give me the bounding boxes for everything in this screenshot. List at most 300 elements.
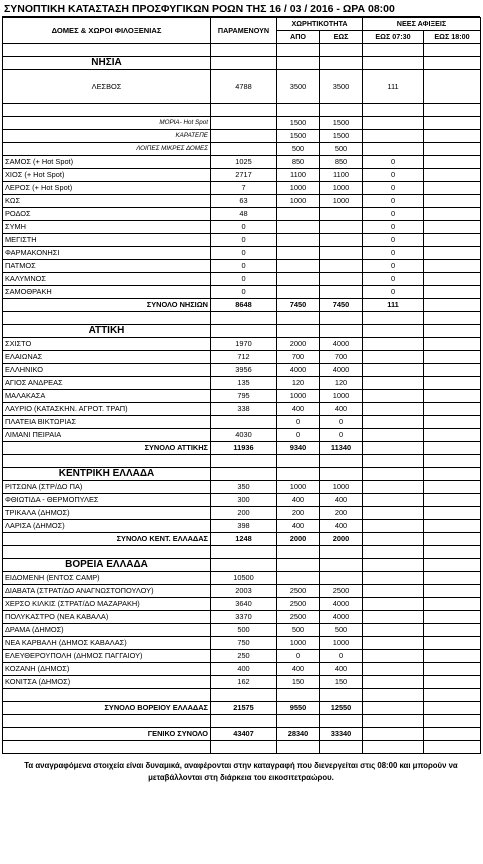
capacity-from-cell [277,234,320,247]
empty-cell [211,546,277,559]
capacity-from-cell: 4000 [277,364,320,377]
capacity-from-cell: 0 [277,650,320,663]
capacity-from-cell: 200 [277,507,320,520]
empty-cell [363,689,424,702]
capacity-to-cell: 400 [320,663,363,676]
empty-cell [424,57,481,70]
table-row [3,416,481,429]
location-cell: ΛΕΡΟΣ (+ Hot Spot) [3,182,211,195]
empty-cell [3,741,211,754]
capacity-from-cell: 9550 [277,702,320,715]
arrivals-0730-cell [363,429,424,442]
location-cell: ΧΙΟΣ (+ Hot Spot) [3,169,211,182]
remaining-cell: 338 [211,403,277,416]
refugee-flows-sheet [2,2,480,784]
remaining-cell: 0 [211,273,277,286]
remaining-cell: 21575 [211,702,277,715]
capacity-to-cell [320,260,363,273]
empty-cell [424,325,481,338]
location-cell: ΣΥΝΟΛΟ ΒΟΡΕΙΟΥ ΕΛΛΑΔΑΣ [3,702,211,715]
capacity-to-cell: 2000 [320,533,363,546]
remaining-cell: 2717 [211,169,277,182]
empty-cell [277,741,320,754]
arrivals-1800-cell [424,169,481,182]
capacity-from-cell: 1000 [277,390,320,403]
capacity-to-cell: 1000 [320,195,363,208]
arrivals-1800-cell [424,520,481,533]
arrivals-1800-cell [424,533,481,546]
location-cell: ΠΑΤΜΟΣ [3,260,211,273]
header-capacity-from: ΑΠΟ [277,31,320,44]
remaining-cell: 0 [211,286,277,299]
capacity-from-cell: 2000 [277,533,320,546]
empty-cell [363,455,424,468]
empty-cell [277,689,320,702]
empty-cell [320,44,363,57]
footnote: Τα αναγραφόμενα στοιχεία είναι δυναμικά, αναφέρονται στην καταγραφή που διενεργείται στις 08:00 και μπορούν να μεταβάλλονται στη διάρκεια του εικοσιτετραώρου. [24,761,458,782]
arrivals-0730-cell [363,403,424,416]
capacity-from-cell [277,260,320,273]
location-cell: ΚΑΛΥΜΝΟΣ [3,273,211,286]
remaining-cell [211,130,277,143]
location-cell: ΛΟΙΠΕΣ ΜΙΚΡΕΣ ΔΟΜΕΣ [3,143,211,156]
empty-cell [211,44,277,57]
table-row [3,598,481,611]
arrivals-1800-cell [424,117,481,130]
empty-cell [3,312,211,325]
table-row [3,169,481,182]
arrivals-0730-cell [363,728,424,741]
empty-cell [277,468,320,481]
blank-row [3,546,481,559]
location-cell: ΛΑΥΡΙΟ (ΚΑΤΑΣΚΗΝ. ΑΓΡΟΤ. ΤΡΑΠ) [3,403,211,416]
section-row [3,57,481,70]
remaining-cell: 750 [211,637,277,650]
remaining-cell: 1025 [211,156,277,169]
capacity-from-cell: 400 [277,520,320,533]
arrivals-1800-cell [424,728,481,741]
empty-cell [320,689,363,702]
capacity-from-cell: 7450 [277,299,320,312]
arrivals-0730-cell [363,663,424,676]
header-new-arrivals: ΝΕΕΣ ΑΦΙΞΕΙΣ [363,18,481,31]
location-cell: ΠΛΑΤΕΙΑ ΒΙΚΤΩΡΙΑΣ [3,416,211,429]
arrivals-1800-cell [424,143,481,156]
capacity-from-cell: 500 [277,624,320,637]
capacity-to-cell: 850 [320,156,363,169]
arrivals-0730-cell: 0 [363,195,424,208]
arrivals-0730-cell: 0 [363,260,424,273]
header-arrivals-1800: ΕΩΣ 18:00 [424,31,481,44]
table-row [3,273,481,286]
arrivals-0730-cell [363,442,424,455]
empty-cell [277,559,320,572]
arrivals-0730-cell [363,351,424,364]
table-row [3,338,481,351]
arrivals-1800-cell [424,221,481,234]
remaining-cell: 0 [211,221,277,234]
location-cell: ΚΟΖΑΝΗ (ΔΗΜΟΣ) [3,663,211,676]
total-row [3,702,481,715]
header-capacity-to: ΕΩΣ [320,31,363,44]
remaining-cell [211,143,277,156]
capacity-from-cell: 2500 [277,611,320,624]
arrivals-0730-cell [363,520,424,533]
remaining-cell: 300 [211,494,277,507]
header-remaining: ΠΑΡΑΜΕΝΟΥΝ [211,18,277,44]
empty-cell [277,312,320,325]
location-cell: ΛΙΜΑΝΙ ΠΕΙΡΑΙΑ [3,429,211,442]
remaining-cell: 2003 [211,585,277,598]
empty-cell [320,559,363,572]
capacity-from-cell: 1000 [277,637,320,650]
arrivals-0730-cell: 0 [363,286,424,299]
location-cell: ΣΥΝΟΛΟ ΚΕΝΤ. ΕΛΛΑΔΑΣ [3,533,211,546]
blank-row [3,715,481,728]
capacity-to-cell: 12550 [320,702,363,715]
capacity-from-cell: 1500 [277,130,320,143]
header-arrivals-0730: ΕΩΣ 07:30 [363,31,424,44]
total-row [3,442,481,455]
capacity-to-cell [320,221,363,234]
location-cell: ΡΙΤΣΩΝΑ (ΣΤΡ/ΔΟ ΠΑ) [3,481,211,494]
location-cell: ΕΛΕΥΘΕΡΟΥΠΟΛΗ (ΔΗΜΟΣ ΠΑΓΓΑΙΟΥ) [3,650,211,663]
arrivals-1800-cell [424,286,481,299]
empty-cell [424,715,481,728]
empty-cell [363,559,424,572]
blank-row [3,312,481,325]
capacity-from-cell [277,208,320,221]
capacity-to-cell: 500 [320,624,363,637]
empty-cell [211,104,277,117]
location-cell: ΣΥΝΟΛΟ ΝΗΣΙΩΝ [3,299,211,312]
empty-cell [211,312,277,325]
remaining-cell: 63 [211,195,277,208]
location-cell: ΡΟΔΟΣ [3,208,211,221]
capacity-to-cell [320,572,363,585]
empty-cell [3,104,211,117]
capacity-to-cell: 4000 [320,364,363,377]
arrivals-0730-cell [363,416,424,429]
capacity-to-cell: 1500 [320,117,363,130]
capacity-to-cell: 400 [320,494,363,507]
location-cell: ΛΑΡΙΣΑ (ΔΗΜΟΣ) [3,520,211,533]
arrivals-0730-cell [363,364,424,377]
location-cell: ΑΓΙΟΣ ΑΝΔΡΕΑΣ [3,377,211,390]
section-label: ΑΤΤΙΚΗ [3,325,211,338]
empty-cell [363,104,424,117]
capacity-from-cell [277,572,320,585]
capacity-from-cell [277,286,320,299]
table-row [3,156,481,169]
location-cell: ΣΧΙΣΤΟ [3,338,211,351]
arrivals-0730-cell [363,507,424,520]
arrivals-1800-cell [424,364,481,377]
arrivals-1800-cell [424,156,481,169]
arrivals-1800-cell [424,182,481,195]
empty-cell [3,455,211,468]
section-row [3,468,481,481]
capacity-to-cell: 4000 [320,611,363,624]
arrivals-0730-cell [363,572,424,585]
empty-cell [363,57,424,70]
section-label: ΒΟΡΕΙΑ ΕΛΛΑΔΑ [3,559,211,572]
empty-cell [363,325,424,338]
arrivals-0730-cell: 0 [363,169,424,182]
arrivals-1800-cell [424,130,481,143]
empty-cell [320,546,363,559]
remaining-cell: 250 [211,650,277,663]
capacity-to-cell: 1100 [320,169,363,182]
arrivals-0730-cell [363,598,424,611]
empty-cell [424,689,481,702]
arrivals-0730-cell [363,650,424,663]
empty-cell [277,44,320,57]
table-row [3,650,481,663]
total-row [3,728,481,741]
empty-cell [424,312,481,325]
arrivals-0730-cell [363,338,424,351]
capacity-to-cell [320,247,363,260]
capacity-to-cell: 400 [320,520,363,533]
capacity-to-cell [320,234,363,247]
remaining-cell: 162 [211,676,277,689]
blank-row [3,455,481,468]
empty-cell [363,312,424,325]
header-structures: ΔΟΜΕΣ & ΧΩΡΟΙ ΦΙΛΟΞΕΝΙΑΣ [3,18,211,44]
arrivals-0730-cell: 0 [363,234,424,247]
remaining-cell: 712 [211,351,277,364]
table-row [3,507,481,520]
arrivals-1800-cell [424,572,481,585]
document-title: ΣΥΝΟΠΤΙΚΗ ΚΑΤΑΣΤΑΣΗ ΠΡΟΣΦΥΓΙΚΩΝ ΡΟΩΝ ΤΗΣ 16 / 03 / 2016 - ΩΡΑ 08:00 [2,2,480,17]
arrivals-1800-cell [424,416,481,429]
arrivals-1800-cell [424,338,481,351]
capacity-to-cell: 3500 [320,70,363,104]
capacity-to-cell: 0 [320,416,363,429]
section-label: ΝΗΣΙΑ [3,57,211,70]
table-row [3,247,481,260]
remaining-cell: 0 [211,260,277,273]
capacity-to-cell [320,208,363,221]
arrivals-1800-cell [424,702,481,715]
table-row [3,195,481,208]
capacity-to-cell [320,286,363,299]
capacity-from-cell: 3500 [277,70,320,104]
table-row [3,182,481,195]
remaining-cell [211,416,277,429]
arrivals-0730-cell: 0 [363,208,424,221]
location-cell: ΝΕΑ ΚΑΡΒΑΛΗ (ΔΗΜΟΣ ΚΑΒΑΛΑΣ) [3,637,211,650]
table-row [3,70,481,104]
empty-cell [424,741,481,754]
location-cell: ΔΡΑΜΑ (ΔΗΜΟΣ) [3,624,211,637]
table-row [3,351,481,364]
remaining-cell: 0 [211,234,277,247]
empty-cell [320,468,363,481]
capacity-from-cell [277,273,320,286]
arrivals-1800-cell [424,676,481,689]
location-cell: ΦΘΙΩΤΙΔΑ - ΘΕΡΜΟΠΥΛΕΣ [3,494,211,507]
table-row [3,494,481,507]
arrivals-0730-cell [363,585,424,598]
empty-cell [424,44,481,57]
table-row [3,611,481,624]
table-row [3,364,481,377]
empty-cell [363,546,424,559]
arrivals-0730-cell [363,377,424,390]
header-capacity: ΧΩΡΗΤΙΚΟΤΗΤΑ [277,18,363,31]
table-row [3,208,481,221]
empty-cell [3,44,211,57]
arrivals-1800-cell [424,260,481,273]
empty-cell [424,104,481,117]
location-cell: ΔΙΑΒΑΤΑ (ΣΤΡΑΤ/ΔΟ ΑΝΑΓΝΩΣΤΟΠΟΥΛΟΥ) [3,585,211,598]
capacity-from-cell: 700 [277,351,320,364]
capacity-from-cell: 500 [277,143,320,156]
blank-row [3,689,481,702]
table-row [3,481,481,494]
arrivals-0730-cell [363,624,424,637]
location-cell: ΤΡΙΚΑΛΑ (ΔΗΜΟΣ) [3,507,211,520]
arrivals-1800-cell [424,247,481,260]
remaining-cell: 795 [211,390,277,403]
capacity-from-cell: 1000 [277,182,320,195]
empty-cell [424,546,481,559]
empty-cell [320,741,363,754]
arrivals-1800-cell [424,299,481,312]
arrivals-0730-cell: 111 [363,70,424,104]
location-cell: ΚΑΡΑΤΕΠΕ [3,130,211,143]
capacity-to-cell: 120 [320,377,363,390]
capacity-from-cell: 850 [277,156,320,169]
arrivals-1800-cell [424,481,481,494]
remaining-cell: 1970 [211,338,277,351]
empty-cell [3,715,211,728]
table-row [3,221,481,234]
empty-cell [277,715,320,728]
table-row [3,377,481,390]
capacity-to-cell: 4000 [320,338,363,351]
arrivals-1800-cell [424,611,481,624]
table-row [3,429,481,442]
remaining-cell: 1248 [211,533,277,546]
arrivals-0730-cell [363,702,424,715]
remaining-cell: 7 [211,182,277,195]
arrivals-0730-cell [363,481,424,494]
blank-row [3,44,481,57]
capacity-from-cell: 1500 [277,117,320,130]
table-row [3,663,481,676]
location-cell: ΣΥΝΟΛΟ ΑΤΤΙΚΗΣ [3,442,211,455]
empty-cell [211,57,277,70]
capacity-to-cell: 700 [320,351,363,364]
arrivals-1800-cell [424,442,481,455]
remaining-cell: 43407 [211,728,277,741]
table-row [3,234,481,247]
arrivals-1800-cell [424,663,481,676]
arrivals-1800-cell [424,494,481,507]
empty-cell [211,689,277,702]
empty-cell [3,546,211,559]
empty-cell [363,44,424,57]
arrivals-0730-cell: 0 [363,182,424,195]
arrivals-0730-cell [363,533,424,546]
empty-cell [320,104,363,117]
capacity-to-cell: 150 [320,676,363,689]
capacity-to-cell: 4000 [320,598,363,611]
arrivals-0730-cell: 0 [363,247,424,260]
total-row [3,533,481,546]
remaining-cell: 10500 [211,572,277,585]
location-cell: ΣΑΜΟΣ (+ Hot Spot) [3,156,211,169]
empty-cell [211,455,277,468]
location-cell: ΕΛΑΙΩΝΑΣ [3,351,211,364]
blank-row [3,104,481,117]
arrivals-0730-cell [363,117,424,130]
arrivals-0730-cell [363,611,424,624]
table-row [3,572,481,585]
arrivals-1800-cell [424,208,481,221]
arrivals-1800-cell [424,585,481,598]
remaining-cell [211,117,277,130]
capacity-from-cell: 1000 [277,195,320,208]
section-row [3,325,481,338]
empty-cell [277,104,320,117]
table-row [3,390,481,403]
table-row [3,130,481,143]
arrivals-1800-cell [424,429,481,442]
capacity-from-cell: 400 [277,494,320,507]
empty-cell [211,715,277,728]
arrivals-0730-cell [363,637,424,650]
arrivals-1800-cell [424,650,481,663]
capacity-to-cell: 1500 [320,130,363,143]
location-cell: ΜΟΡΙΑ- Hot Spot [3,117,211,130]
empty-cell [211,559,277,572]
location-cell: ΜΑΛΑΚΑΣΑ [3,390,211,403]
location-cell: ΦΑΡΜΑΚΟΝΗΣΙ [3,247,211,260]
capacity-to-cell: 0 [320,429,363,442]
capacity-from-cell: 0 [277,416,320,429]
arrivals-1800-cell [424,403,481,416]
arrivals-1800-cell [424,234,481,247]
empty-cell [320,325,363,338]
empty-cell [277,455,320,468]
remaining-cell: 350 [211,481,277,494]
capacity-to-cell: 400 [320,403,363,416]
capacity-to-cell: 1000 [320,637,363,650]
capacity-to-cell: 2500 [320,585,363,598]
location-cell: ΜΕΓΙΣΤΗ [3,234,211,247]
empty-cell [363,741,424,754]
empty-cell [424,559,481,572]
capacity-to-cell: 200 [320,507,363,520]
capacity-from-cell: 400 [277,403,320,416]
table-row [3,624,481,637]
capacity-from-cell [277,247,320,260]
arrivals-0730-cell [363,130,424,143]
section-label: ΚΕΝΤΡΙΚΗ ΕΛΛΑΔΑ [3,468,211,481]
capacity-from-cell: 28340 [277,728,320,741]
arrivals-0730-cell: 111 [363,299,424,312]
remaining-cell: 8648 [211,299,277,312]
empty-cell [211,325,277,338]
empty-cell [363,468,424,481]
remaining-cell: 500 [211,624,277,637]
table-row [3,637,481,650]
empty-cell [277,57,320,70]
